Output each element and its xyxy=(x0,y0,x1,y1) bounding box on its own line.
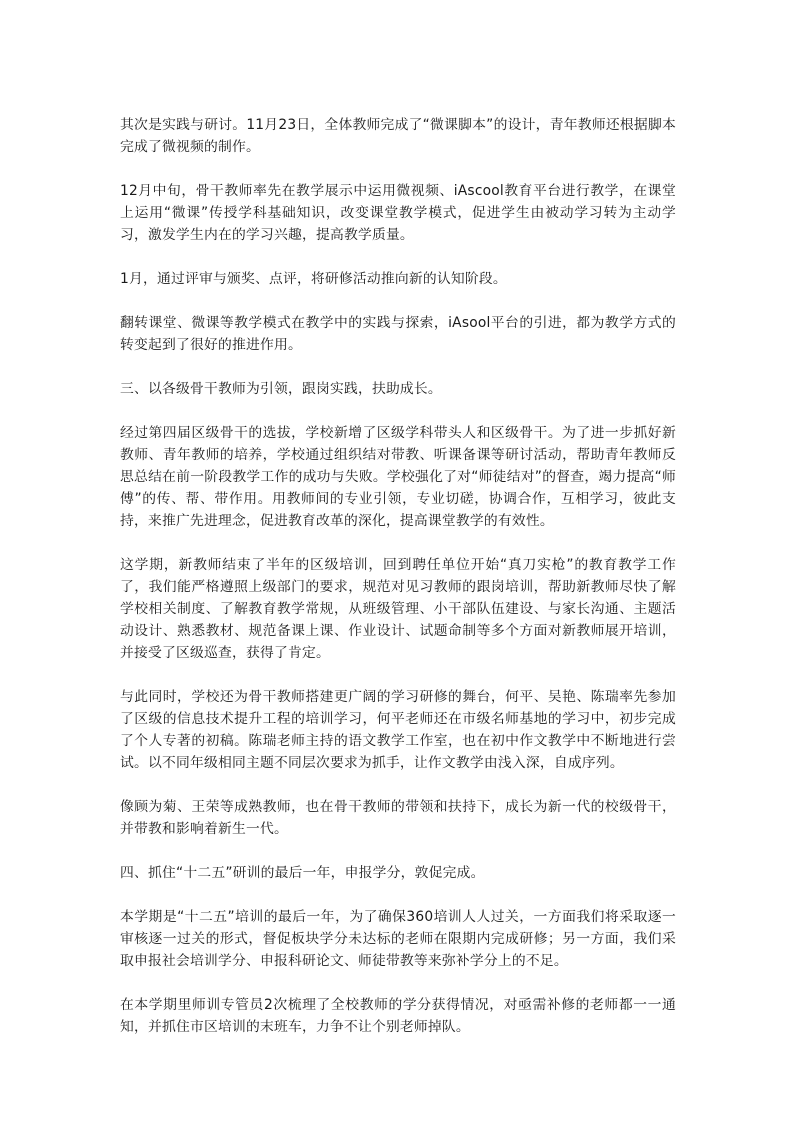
paragraph-meanwhile: 与此同时，学校还为骨干教师搭建更广阔的学习研修的舞台，何平、吴艳、陈瑞率先参加了区级的信息技术提升工程的培训学习，何平老师还在市级名师基地的学习中，初步完成了个人专著的初稿。陈瑞老师主持的语文教学工作室，也在初中作文教学中不断地进行尝试。以不同年级相同主题不同层次要求为抓手，让作文教学由浅入深，自成序列。 xyxy=(120,689,676,771)
paragraph-mid-december: 12月中旬，骨干教师率先在教学展示中运用微视频、iAscool教育平台进行教学，在课堂上运用“微课”传授学科基础知识，改变课堂教学模式，促进学生由被动学习转为主动学习，激发学生内在的学习兴趣，提高教学质量。 xyxy=(120,183,676,243)
paragraph-practice-research: 其次是实践与研讨。11月23日，全体教师完成了“微课脚本”的设计，青年教师还根据脚本完成了微视频的制作。 xyxy=(120,117,676,155)
paragraph-backbone-selection: 经过第四届区级骨干的选拔，学校新增了区级学科带头人和区级骨干。为了进一步抓好新教师、青年教师的培养，学校通过组织结对带教、听课备课等研讨活动，帮助青年教师反思总结在前一阶段教学工作的成功与失败。学校强化了对“师徒结对”的督查，竭力提高“师傅”的传、帮、带作用。用教师间的专业引领，专业切磋，协调合作，互相学习，彼此支持，来推广先进理念，促进教育改革的深化，提高课堂教学的有效性。 xyxy=(120,425,676,529)
paragraph-mature-teachers: 像顾为菊、王荣等成熟教师，也在骨干教师的带领和扶持下，成长为新一代的校级骨干，并带教和影响着新生一代。 xyxy=(120,799,676,837)
section-heading-3: 三、以各级骨干教师为引领，跟岗实践，扶助成长。 xyxy=(120,381,442,397)
paragraph-january: 1月，通过评审与颁奖、点评，将研修活动推向新的认知阶段。 xyxy=(120,271,507,287)
paragraph-new-teachers: 这学期，新教师结束了半年的区级培训，回到聘任单位开始“真刀实枪”的教育教学工作了，我们能严格遵照上级部门的要求，规范对见习教师的跟岗培训，帮助新教师尽快了解学校相关制度、了解教育教学常规，从班级管理、小干部队伍建设、与家长沟通、主题活动设计、熟悉教材、规范备课上课、作业设计、试题命制等多个方面对新教师展开培训，并接受了区级巡查，获得了肯定。 xyxy=(120,557,676,661)
section-heading-4: 四、抓住“十二五”研训的最后一年，申报学分，敦促完成。 xyxy=(120,865,485,881)
paragraph-credits: 本学期是“十二五”培训的最后一年，为了确保360培训人人过关，一方面我们将采取逐一审核逐一过关的形式，督促板块学分未达标的老师在限期内完成研修；另一方面，我们采取申报社会培训学分、申报科研论文、师徒带教等来弥补学分上的不足。 xyxy=(120,909,676,969)
paragraph-flipped-classroom: 翻转课堂、微课等教学模式在教学中的实践与探索，iAsool平台的引进，都为教学方式的转变起到了很好的推进作用。 xyxy=(120,315,676,353)
document-page xyxy=(120,114,676,1038)
paragraph-credit-review: 在本学期里师训专管员2次梳理了全校教师的学分获得情况，对亟需补修的老师都一一通知，并抓住市区培训的末班车，力争不让个别老师掉队。 xyxy=(120,997,676,1035)
